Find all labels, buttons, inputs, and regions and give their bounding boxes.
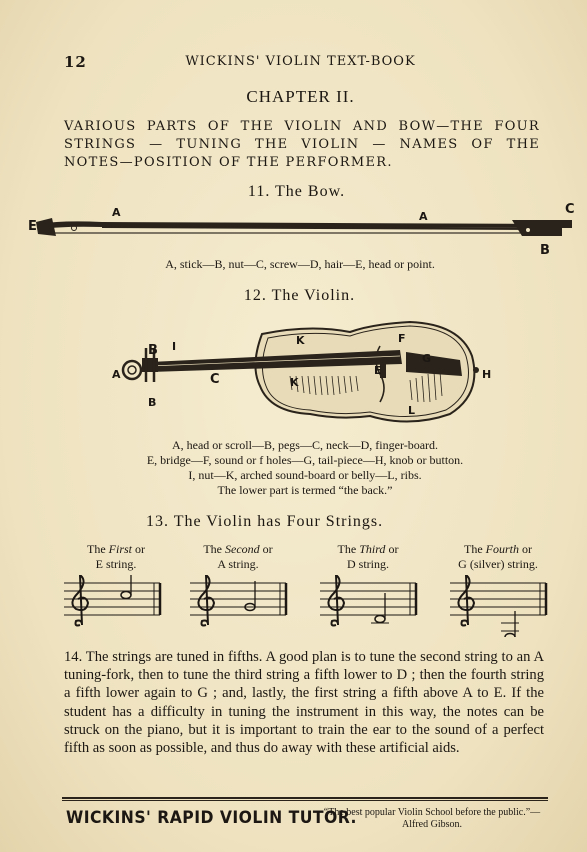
staff-lines [64,575,546,637]
violin-label-k-top: K [296,334,305,347]
violin-heading-text: The Violin. [271,287,356,304]
strings-heading-number: 13. [146,513,169,530]
strings-heading [146,513,466,531]
violin-label-i: I [172,340,177,353]
half-note-icon [375,616,385,623]
violin-label-g: G [422,352,432,365]
violin-label-e: E [374,364,382,377]
violin-label-f: F [398,332,406,345]
violin-label-h: H [482,368,492,381]
footer-rule [62,797,548,799]
violin-illustration [110,316,500,428]
violin-scroll [123,361,141,379]
string-label-4: The Fourth or G (silver) string. [458,542,538,571]
violin-label-b-top: B [148,343,158,358]
bow-head [36,218,56,236]
bow-label-b: B [540,243,550,258]
violin-heading [0,287,587,305]
violin-label-l: L [408,404,416,417]
chapter-heading: CHAPTER II. [246,87,355,106]
bow-label-c: C [565,202,575,217]
paragraph-text: The strings are tuned in fifths. A good plan is to tune the second string to an A tuning-fork, then to tune the third string a fifth lower to D ; then the fourth string a fifth lower again to G ; and, lastly, the first string a fifth above A to E. If the student has a difficulty in tuning the instrument in this way, the notes can be struck on the piano, but it is important to train the ear to the sound of a perfect fifth as soon as possible, and thus do away with these artificial aids. [64,649,544,757]
footer-quote: “The best popular Violin School before the public.”—Alfred Gibson. [323,807,541,830]
footer-rule-thin [62,800,548,801]
string-staves [60,575,560,637]
bow-heading-number: 11. [247,183,271,200]
chapter-summary: VARIOUS PARTS OF THE VIOLIN AND BOW—THE FOUR STRINGS — TUNING THE VIOLIN — NAMES OF THE NOTES—POSITION OF THE PERFORMER. [64,119,540,170]
violin-caption-line4: The lower part is termed “the back.” [217,483,393,497]
bow-heading [0,183,587,201]
violin-label-b-bottom: B [148,396,157,409]
violin-heading-number: 12. [243,287,267,304]
bow-label-a1: A [112,206,121,219]
bow-nut-eye [526,228,530,232]
violin-label-c: C [210,372,220,387]
running-title: WICKINS' VIOLIN TEXT-BOOK [185,54,416,69]
violin-label-a: A [112,368,121,381]
violin-label-k-bottom: K [290,376,299,389]
footer-title: WICKINS' RAPID VIOLIN TUTOR. [66,808,357,828]
bow-label-e: E [28,219,37,234]
bow-illustration [22,200,582,258]
string-label-1: The First or E string. [87,542,145,571]
violin-caption-line3: I, nut—K, arched sound-board or belly—L, ribs. [188,468,422,482]
page-number: 12 [64,53,87,71]
violin-caption-line1: A, head or scroll—B, pegs—C, neck—D, finger-board. [171,438,439,452]
bow-label-a2: A [419,210,428,223]
violin-scroll-inner [128,366,136,374]
half-note-icon [505,634,515,638]
violin-pegbox [142,358,158,372]
violin-caption [60,438,550,498]
half-note-icon [121,592,131,599]
bow-nut [512,220,562,236]
strings-heading-text: The Violin has Four Strings. [173,513,384,530]
violin-caption-line2: E, bridge—F, sound or f holes—G, tail-piece—H, knob or button. [146,453,464,467]
string-label-2: The Second or A string. [203,542,273,571]
paragraph-number: 14. [64,649,83,665]
bow-heading-text: The Bow. [275,183,346,200]
violin-button [473,367,479,373]
tuning-paragraph [64,648,544,757]
bow-screw [560,220,572,228]
bow-caption: A, stick—B, nut—C, screw—D, hair—E, head or point. [165,257,435,271]
string-label-3: The Third or D string. [337,542,399,571]
